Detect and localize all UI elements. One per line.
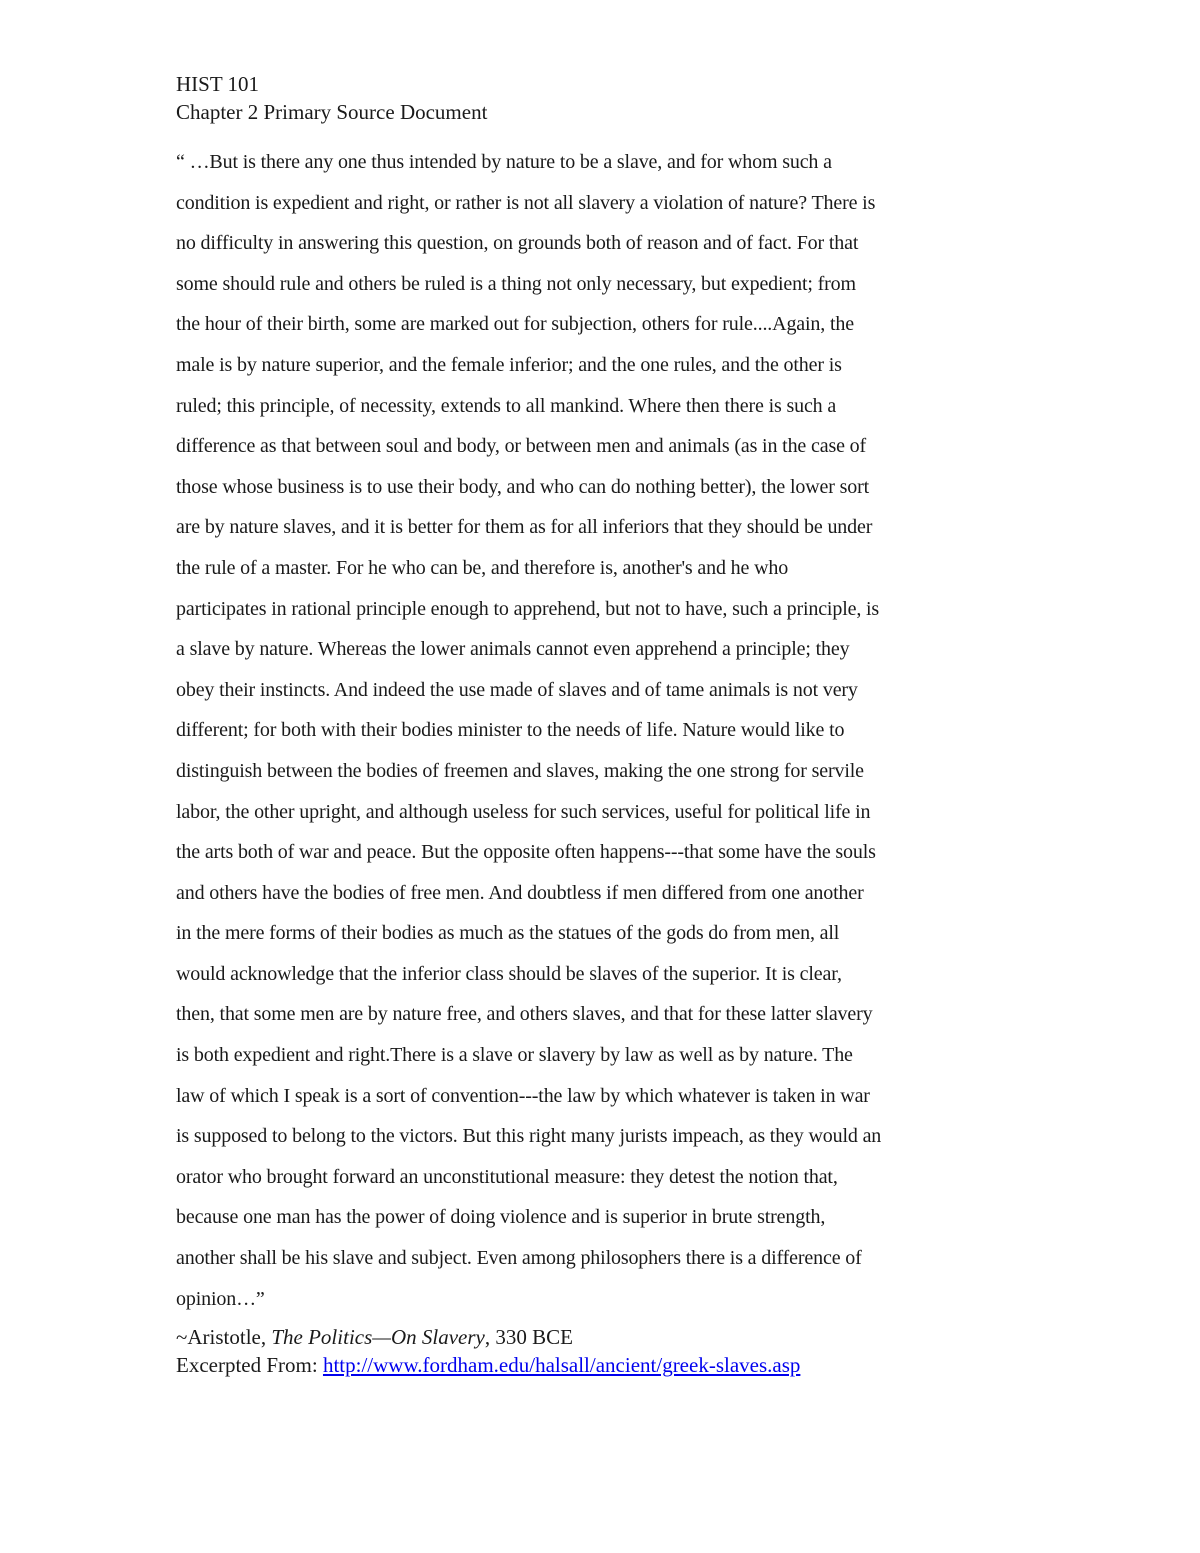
quote-line: the arts both of war and peace. But the opposite often happens---that some have the souls xyxy=(176,841,876,864)
quote-line: another shall be his slave and subject. Even among philosophers there is a difference of xyxy=(176,1247,862,1270)
quote-line: and others have the bodies of free men. And doubtless if men differed from one another xyxy=(176,881,864,904)
quote-line: orator who brought forward an unconstitutional measure: they detest the notion that, xyxy=(176,1165,838,1188)
quote-line: condition is expedient and right, or rather is not all slavery a violation of nature? There is xyxy=(176,191,876,214)
quote-line: obey their instincts. And indeed the use made of slaves and of tame animals is not very xyxy=(176,678,858,701)
quote-line: would acknowledge that the inferior class should be slaves of the superior. It is clear, xyxy=(176,962,842,985)
quote-line: the hour of their birth, some are marked out for subjection, others for rule....Again, the xyxy=(176,313,854,336)
quote-line: is both expedient and right.There is a slave or slavery by law as well as by nature. The xyxy=(176,1044,853,1067)
quote-line: the rule of a master. For he who can be, and therefore is, another's and he who xyxy=(176,556,789,579)
quote-line: ruled; this principle, of necessity, extends to all mankind. Where then there is such a xyxy=(176,394,837,417)
quote-line: labor, the other upright, and although useless for such services, useful for political life in xyxy=(176,800,871,823)
quote-line: is supposed to belong to the victors. But this right many jurists impeach, as they would an xyxy=(176,1125,882,1148)
attribution-suffix: , 330 BCE xyxy=(484,1325,573,1350)
document-content xyxy=(176,70,1036,1379)
quote-line: male is by nature superior, and the female inferior; and the one rules, and the other is xyxy=(176,353,842,376)
attribution xyxy=(176,1323,1036,1351)
quote-line: in the mere forms of their bodies as much as the statues of the gods do from men, all xyxy=(176,922,840,945)
quote-line: those whose business is to use their body, and who can do nothing better), the lower sort xyxy=(176,475,870,498)
quote-line: law of which I speak is a sort of convention---the law by which whatever is taken in war xyxy=(176,1084,870,1107)
quote-line: no difficulty in answering this question, on grounds both of reason and of fact. For that xyxy=(176,232,859,255)
quote-block xyxy=(176,142,1036,1319)
quote-line: “ …But is there any one thus intended by nature to be a slave, and for whom such a xyxy=(176,151,832,173)
source-label: Excerpted From: xyxy=(176,1353,323,1378)
attribution-prefix: ~Aristotle, xyxy=(176,1325,272,1350)
quote-line: then, that some men are by nature free, and others slaves, and that for these latter slavery xyxy=(176,1003,873,1026)
quote-line: participates in rational principle enough to apprehend, but not to have, such a principle, is xyxy=(176,597,880,620)
source-line xyxy=(176,1351,1036,1379)
quote-line: distinguish between the bodies of freemen and slaves, making the one strong for servile xyxy=(176,759,864,782)
document-subtitle: Chapter 2 Primary Source Document xyxy=(176,100,488,124)
source-link[interactable]: http://www.fordham.edu/halsall/ancient/greek-slaves.asp xyxy=(322,1353,801,1378)
work-title: The Politics—On Slavery xyxy=(271,1325,485,1350)
quote-line: are by nature slaves, and it is better for them as for all inferiors that they should be under xyxy=(176,516,873,539)
quote-line: different; for both with their bodies minister to the needs of life. Nature would like to xyxy=(176,719,845,742)
quote-line: a slave by nature. Whereas the lower animals cannot even apprehend a principle; they xyxy=(176,638,850,661)
quote-line: because one man has the power of doing violence and is superior in brute strength, xyxy=(176,1206,826,1229)
quote-line: difference as that between soul and body, or between men and animals (as in the case of xyxy=(176,435,867,458)
quote-line: some should rule and others be ruled is a thing not only necessary, but expedient; from xyxy=(176,272,856,295)
quote-line: opinion…” xyxy=(176,1287,265,1310)
course-code: HIST 101 xyxy=(176,72,260,96)
